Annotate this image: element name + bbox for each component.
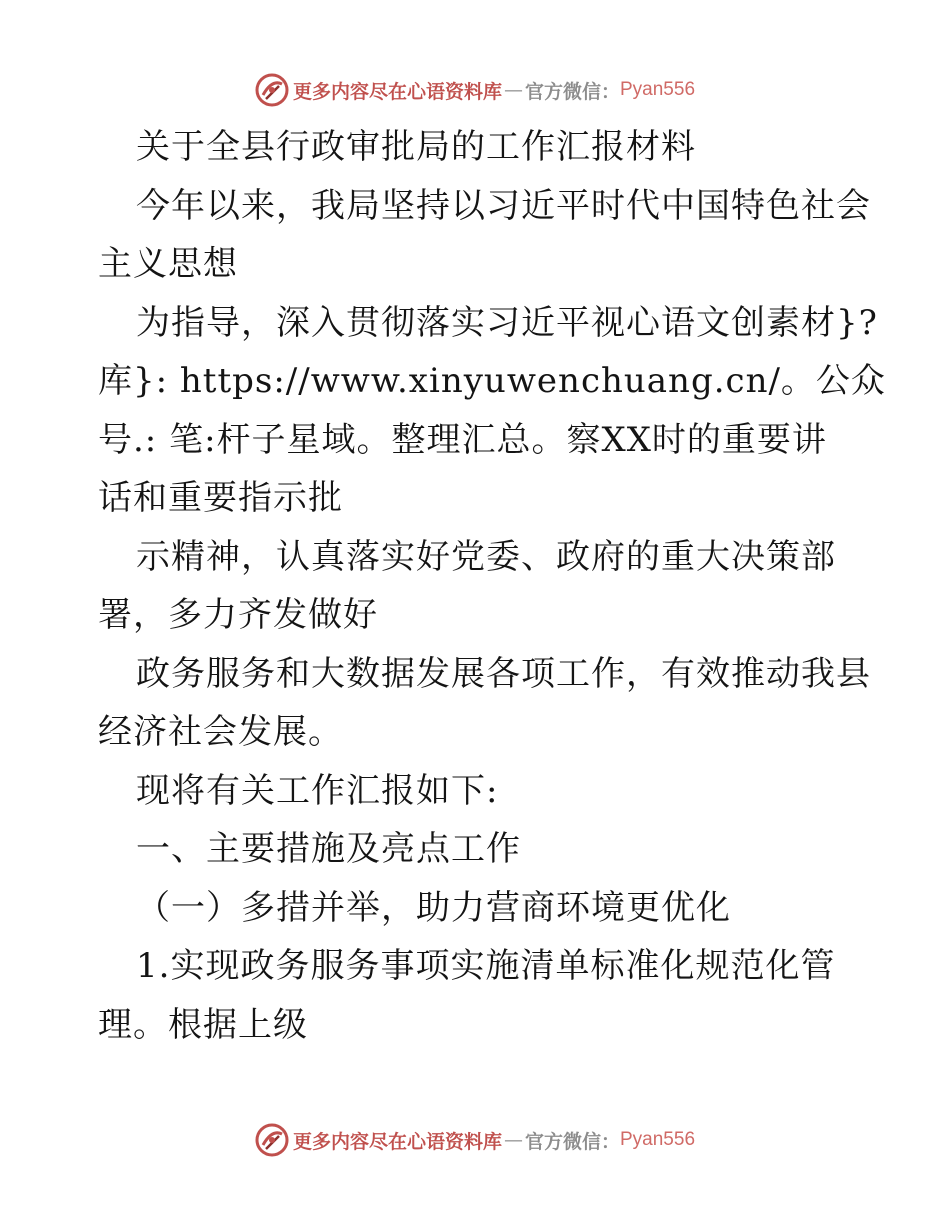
paragraph-line: 1.实现政务服务事项实施清单标准化规范化管	[136, 946, 836, 986]
banner-brand-text: 更多内容尽在心语资料库	[292, 1130, 502, 1153]
header-watermark-banner	[0, 70, 950, 110]
paragraph-line: 理。根据上级	[98, 1004, 308, 1045]
paragraph-line: 号.: 笔:杆子星域。整理汇总。察XX时的重要讲	[98, 419, 827, 460]
footer-watermark-banner	[0, 1120, 950, 1160]
brand-logo-icon	[255, 1123, 289, 1157]
paragraph-line: 库}: https://www.xinyuwenchuang.cn/。公众	[98, 361, 886, 401]
paragraph-line: 话和重要指示批	[98, 478, 343, 518]
section-heading: 一、主要措施及亮点工作	[136, 829, 521, 869]
document-body	[98, 118, 886, 1054]
paragraph-line: 署，多力齐发做好	[98, 595, 378, 635]
banner-wechat-label: 官方微信：	[524, 1130, 620, 1153]
document-title: 关于全县行政审批局的工作汇报材料	[136, 127, 696, 167]
banner-wechat-id: Pyan556	[620, 1129, 696, 1150]
brand-logo-icon	[255, 73, 289, 107]
paragraph-line: 今年以来，我局坚持以习近平时代中国特色社会	[136, 185, 871, 226]
paragraph-line: 主义思想	[98, 244, 238, 284]
paragraph-line: 现将有关工作汇报如下:	[136, 770, 499, 811]
banner-wechat-id: Pyan556	[620, 79, 696, 100]
banner-dash: —	[503, 1129, 523, 1151]
paragraph-line: 示精神，认真落实好党委、政府的重大决策部	[136, 536, 836, 577]
paragraph-line: 经济社会发展。	[98, 712, 343, 752]
banner-dash: —	[503, 79, 523, 101]
banner-wechat-label: 官方微信：	[524, 80, 620, 103]
banner-brand-text: 更多内容尽在心语资料库	[292, 80, 502, 103]
paragraph-line: 政务服务和大数据发展各项工作，有效推动我县	[136, 653, 871, 694]
paragraph-line: 为指导，深入贯彻落实习近平视心语文创素材}?	[136, 302, 878, 343]
subsection-heading: （一）多措并举，助力营商环境更优化	[136, 887, 731, 928]
